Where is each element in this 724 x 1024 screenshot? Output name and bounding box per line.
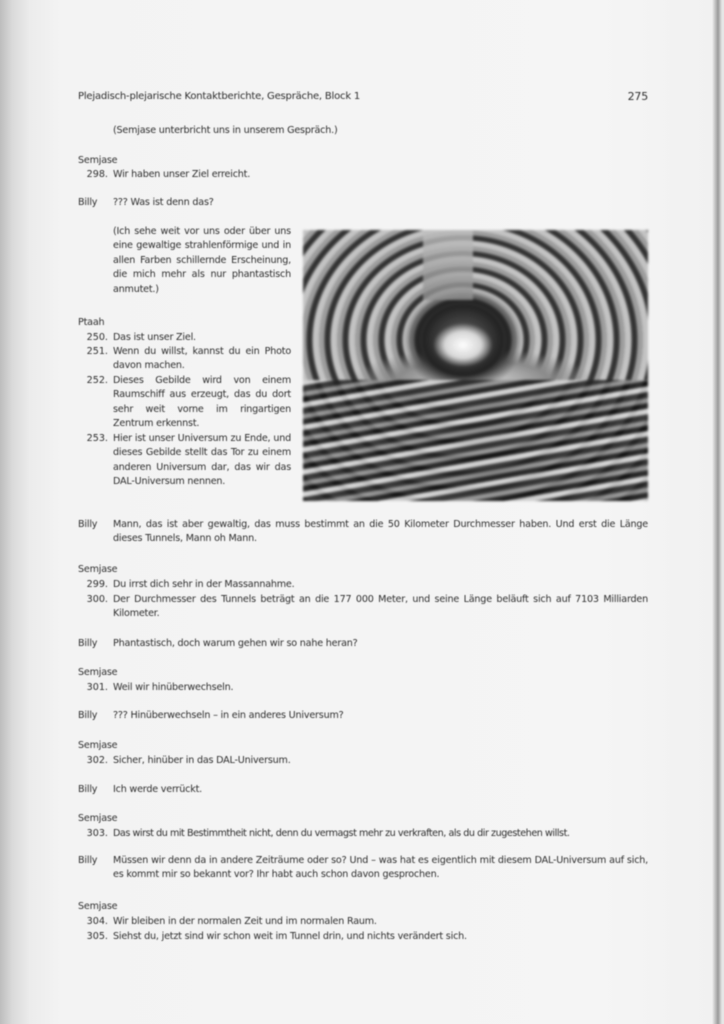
speaker-label: Semjase bbox=[78, 564, 118, 575]
tunnel-photo bbox=[303, 230, 648, 501]
verse-number: 305. bbox=[86, 931, 108, 942]
dialogue-text: Ich werde verrückt. bbox=[113, 784, 203, 795]
speaker-label: Semjase bbox=[78, 740, 118, 751]
speaker-label: Semjase bbox=[78, 155, 118, 166]
speaker-label: Billy bbox=[78, 519, 98, 530]
stage-direction: (Semjase unterbricht uns in unserem Gespräch.) bbox=[113, 125, 338, 136]
verse-number: 250. bbox=[86, 332, 108, 343]
verse-text: Wir bleiben in der normalen Zeit und im normalen Raum. bbox=[113, 916, 377, 927]
verse-number: 303. bbox=[86, 828, 108, 839]
speaker-label: Semjase bbox=[78, 901, 118, 912]
stage-direction: (Ich sehe weit vor uns oder über uns eine gewaltige strahlenförmige und in allen Farben schillernde Erscheinung, die mich mehr als nur phantastisch anmutet.) bbox=[113, 226, 291, 295]
dialogue-text: ??? Hinüberwechseln – in ein anderes Universum? bbox=[113, 710, 344, 721]
verse-text: Sicher, hinüber in das DAL-Universum. bbox=[113, 755, 291, 766]
speaker-label: Ptaah bbox=[78, 317, 105, 328]
dialogue-text: Phantastisch, doch warum gehen wir so nahe heran? bbox=[113, 638, 358, 649]
verse-text: Du irrst dich sehr in der Massannahme. bbox=[113, 579, 295, 590]
speaker-label: Billy bbox=[78, 855, 98, 866]
speaker-label: Billy bbox=[78, 784, 98, 795]
speaker-label: Billy bbox=[78, 638, 98, 649]
speaker-label: Semjase bbox=[78, 813, 118, 824]
dialogue-text: Mann, das ist aber gewaltig, das muss bestimmt an die 50 Kilometer Durchmesser haben. Und erst die Länge dieses Tunnels, Mann oh Mann. bbox=[113, 519, 648, 545]
running-header: Plejadisch-plejarische Kontaktberichte, Gespräche, Block 1 bbox=[78, 91, 361, 102]
verse-number: 302. bbox=[86, 755, 108, 766]
speaker-label: Billy bbox=[78, 197, 98, 208]
verse-number: 298. bbox=[86, 169, 108, 180]
verse-number: 252. bbox=[86, 375, 108, 386]
verse-text: Wenn du willst, kannst du ein Photo davon machen. bbox=[113, 346, 291, 372]
verse-number: 301. bbox=[86, 682, 108, 693]
verse-text: Das wirst du mit Bestimmtheit nicht, denn du vermagst mehr zu verkraften, als du dir zugestehen willst. bbox=[113, 828, 570, 839]
verse-text: Wir haben unser Ziel erreicht. bbox=[113, 169, 251, 180]
verse-number: 304. bbox=[86, 916, 108, 927]
verse-text: Der Durchmesser des Tunnels beträgt an die 177 000 Meter, und seine Länge beläuft sich auf 7103 Milliarden Kilometer. bbox=[113, 594, 648, 620]
verse-number: 253. bbox=[86, 433, 108, 444]
verse-number: 251. bbox=[86, 346, 108, 357]
dialogue-text: Müssen wir denn da in andere Zeiträume oder so? Und – was hat es eigentlich mit diesem DAL-Universum auf sich, es kommt mir so bekannt vor? Ihr habt auch schon davon gesprochen. bbox=[113, 855, 648, 881]
verse-text: Siehst du, jetzt sind wir schon weit im Tunnel drin, und nichts verändert sich. bbox=[113, 931, 467, 942]
verse-text: Weil wir hinüberwechseln. bbox=[113, 682, 234, 693]
speaker-label: Semjase bbox=[78, 667, 118, 678]
speaker-label: Billy bbox=[78, 710, 98, 721]
verse-text: Das ist unser Ziel. bbox=[113, 332, 196, 343]
dialogue-text: ??? Was ist denn das? bbox=[113, 197, 214, 208]
verse-number: 300. bbox=[86, 594, 108, 605]
page-number: 275 bbox=[627, 90, 648, 103]
verse-number: 299. bbox=[86, 579, 108, 590]
verse-text: Dieses Gebilde wird von einem Raumschiff aus erzeugt, das du dort sehr weit vorne im ringartigen Zentrum erkennst. bbox=[113, 375, 291, 430]
verse-text: Hier ist unser Universum zu Ende, und dieses Gebilde stellt das Tor zu einem anderen Universum dar, das wir das DAL-Universum nennen. bbox=[113, 433, 291, 488]
